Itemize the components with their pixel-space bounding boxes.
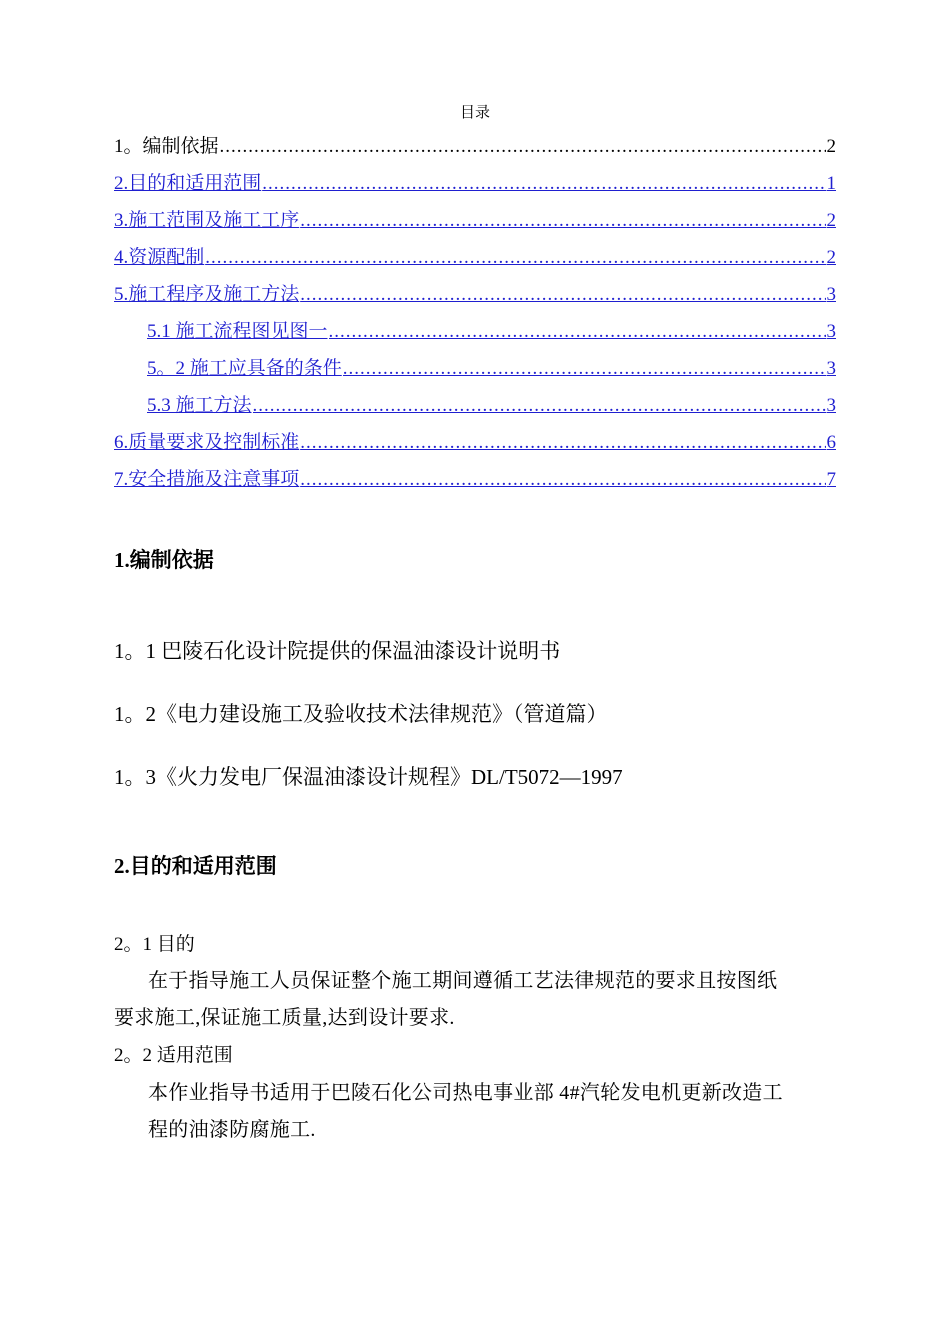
reference-item: 1。2《电力建设施工及验收技术法律规范》（管道篇） (114, 702, 608, 726)
toc-entry-label: 5.施工程序及施工方法 (114, 284, 300, 305)
toc-entry-page: 1 (826, 173, 836, 194)
toc-entry-label: 4.资源配制 (114, 247, 205, 268)
toc-leader-dots (300, 209, 825, 233)
toc-leader-dots (343, 357, 826, 381)
toc-subentry-link[interactable] (147, 392, 836, 418)
section-heading: 1.编制依据 (114, 548, 214, 572)
toc-leader-dots (300, 431, 825, 455)
toc-entry-label: 5。2 施工应具备的条件 (147, 358, 342, 379)
toc-leader-dots (205, 246, 825, 270)
paragraph-line: 程的油漆防腐施工. (148, 1119, 316, 1141)
toc-leader-dots (300, 283, 825, 307)
toc-entry-link[interactable] (114, 170, 836, 196)
paragraph-line: 要求施工,保证施工质量,达到设计要求. (114, 1007, 455, 1029)
toc-entry-page: 2 (826, 210, 836, 231)
section-heading: 2.目的和适用范围 (114, 854, 277, 878)
toc-leader-dots (253, 394, 826, 418)
toc-entry-label: 7.安全措施及注意事项 (114, 469, 300, 490)
toc-entry-page: 2 (826, 247, 836, 268)
toc-entry-page: 3 (826, 321, 836, 342)
toc-entry-page: 3 (826, 284, 836, 305)
toc-entry-page: 3 (826, 358, 836, 379)
subsection-label: 2。2 适用范围 (114, 1045, 233, 1066)
toc-entry-label: 5.3 施工方法 (147, 395, 252, 416)
reference-item: 1。1 巴陵石化设计院提供的保温油漆设计说明书 (114, 639, 561, 663)
toc-entry-label: 6.质量要求及控制标准 (114, 432, 300, 453)
toc-entry-label: 1。编制依据 (114, 136, 219, 157)
subsection-label: 2。1 目的 (114, 934, 195, 955)
paragraph-line: 本作业指导书适用于巴陵石化公司热电事业部 4#汽轮发电机更新改造工 (148, 1082, 783, 1104)
toc-leader-dots (329, 320, 826, 344)
toc-entry-link[interactable] (114, 244, 836, 270)
toc-entry-link[interactable] (114, 207, 836, 233)
toc-entry-page: 2 (826, 136, 836, 157)
toc-entry-label: 5.1 施工流程图见图一 (147, 321, 328, 342)
paragraph-line: 在于指导施工人员保证整个施工期间遵循工艺法律规范的要求且按图纸 (148, 970, 778, 992)
toc-entry-label: 3.施工范围及施工工序 (114, 210, 300, 231)
toc-leader-dots (262, 172, 825, 196)
toc-entry-link[interactable] (114, 466, 836, 492)
toc-subentry-link[interactable] (147, 355, 836, 381)
toc-leader-dots (220, 135, 826, 159)
toc-entry-label: 2.目的和适用范围 (114, 173, 262, 194)
toc-entry[interactable] (114, 133, 836, 159)
toc-entry-link[interactable] (114, 429, 836, 455)
reference-item: 1。3《火力发电厂保温油漆设计规程》DL/T5072—1997 (114, 765, 623, 789)
toc-leader-dots (300, 468, 825, 492)
toc-title: 目录 (459, 105, 490, 121)
toc-entry-page: 6 (826, 432, 836, 453)
toc-entry-page: 7 (826, 469, 836, 490)
toc-entry-page: 3 (826, 395, 836, 416)
toc-subentry-link[interactable] (147, 318, 836, 344)
toc-entry-link[interactable] (114, 281, 836, 307)
